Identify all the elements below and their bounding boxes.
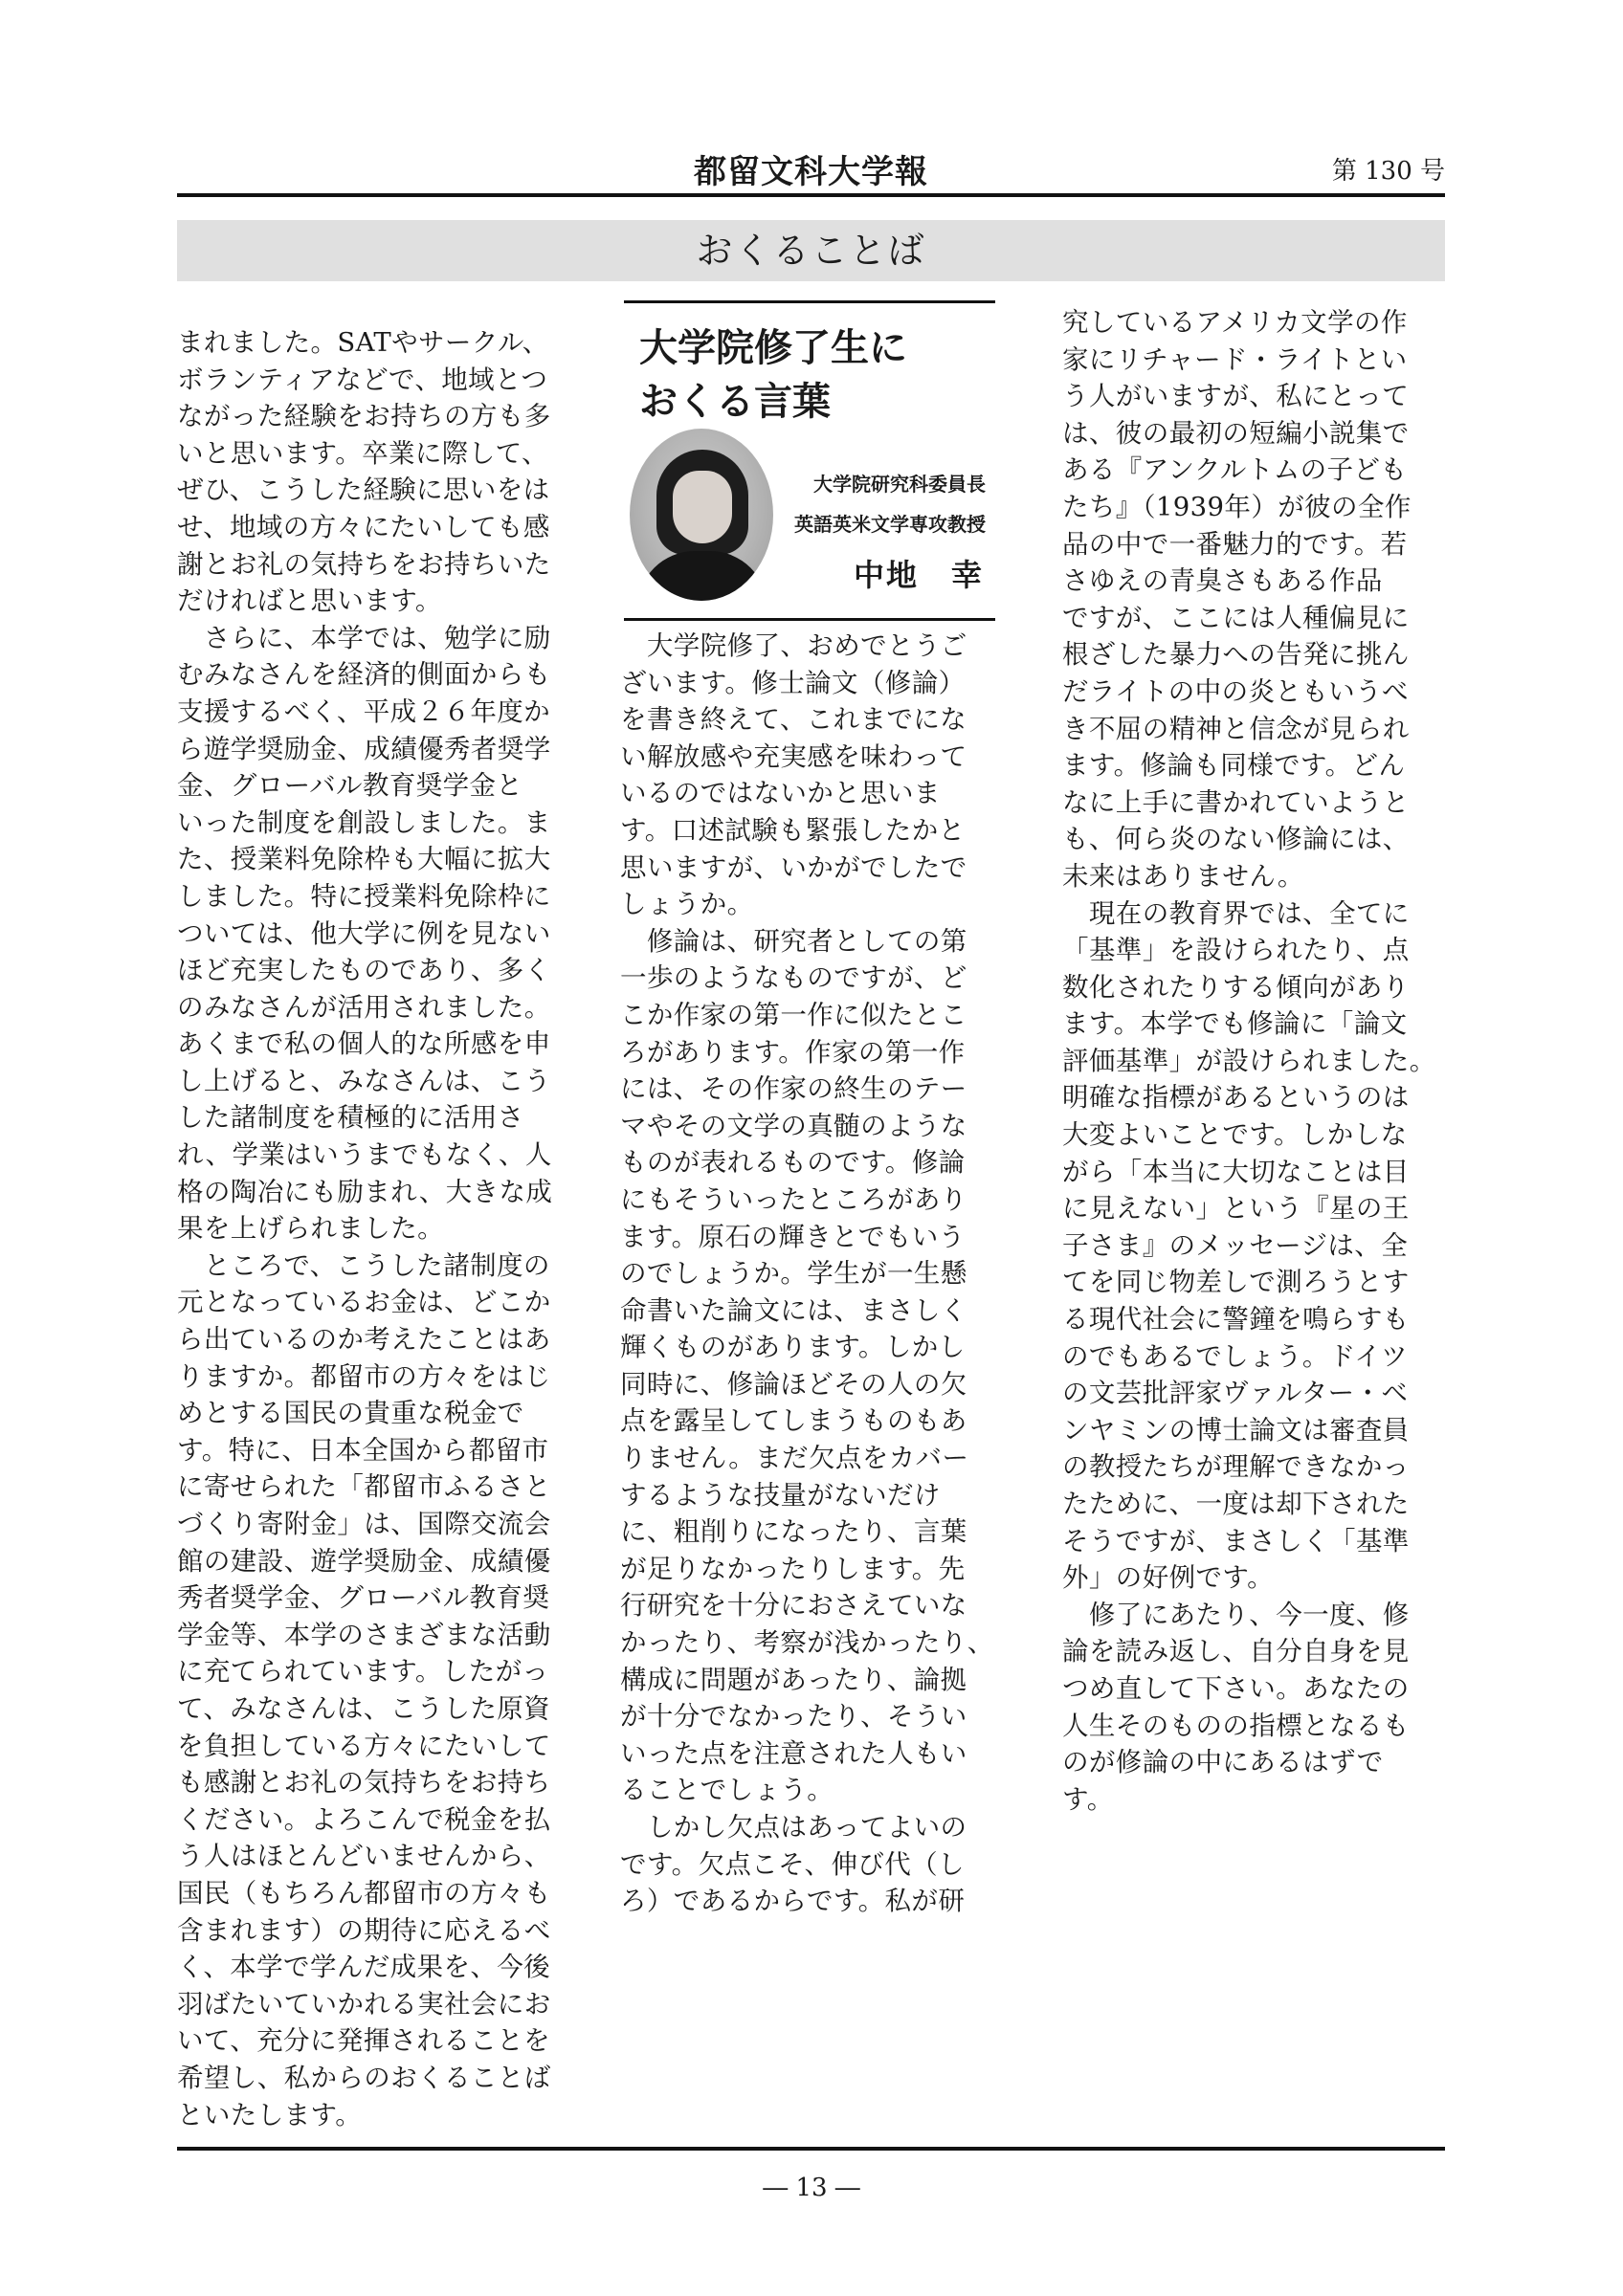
text-line: 館の建設、遊学奨励金、成績優	[177, 1545, 551, 1577]
text-line: に寄せられた「都留市ふるさと	[177, 1471, 551, 1503]
text-line: ください。よろこんで税金を払	[177, 1803, 551, 1835]
text-line: 数化されたりする傾向があり	[1062, 971, 1410, 1003]
text-line: のでもあるでしょう。ドイツ	[1062, 1340, 1409, 1372]
text-line: いった点を注意された人もい	[620, 1737, 967, 1769]
text-line: いと思います。卒業に際して、	[177, 437, 548, 469]
text-line: 金、グローバル教育奨学金と	[177, 770, 523, 802]
text-line: のが修論の中にあるはずで	[1062, 1747, 1384, 1778]
text-line: る現代社会に警鐘を鳴らすも	[1062, 1304, 1410, 1336]
text-line: てを同じ物差しで測ろうとす	[1062, 1267, 1410, 1298]
text-line: に、粗削りになったり、言葉	[620, 1516, 967, 1548]
text-line: づくり寄附金」は、国際交流会	[177, 1509, 551, 1539]
text-line: いて、充分に発揮されることを	[177, 2025, 551, 2057]
box-bottom-rule	[624, 618, 995, 621]
text-line: 品の中で一番魅力的です。若	[1062, 528, 1408, 560]
text-line: ろがあります。作家の第一作	[620, 1036, 966, 1068]
text-line: のでしょうか。学生が一生懸	[620, 1258, 967, 1290]
text-line: 格の陶冶にも励まれ、大きな成	[177, 1176, 553, 1207]
footer-rule	[177, 2147, 1445, 2151]
text-line: といたします。	[177, 2099, 363, 2130]
text-line: ある『アンクルトムの子ども	[1062, 454, 1408, 486]
text-line: 評価基準」が設けられました。	[1062, 1045, 1436, 1076]
text-line: だければと思います。	[177, 585, 442, 617]
text-line: 大学院修了、おめでとうご	[620, 630, 967, 661]
issue-number: 第 130 号	[1331, 157, 1445, 186]
text-line: です。欠点こそ、伸び代（し	[620, 1848, 965, 1880]
text-line: 人生そのものの指標となるも	[1062, 1710, 1410, 1741]
text-line: 秀者奨学金、グローバル教育奨	[177, 1582, 550, 1614]
text-line: の文芸批評家ヴァルター・ベ	[1062, 1378, 1409, 1409]
page-header	[177, 134, 1445, 197]
text-line: 子さま』のメッセージは、全	[1062, 1229, 1409, 1261]
author-portrait	[630, 429, 773, 601]
text-line: した諸制度を積極的に活用さ	[177, 1102, 524, 1134]
text-line: めとする国民の貴重な税金で	[177, 1398, 524, 1429]
text-line: ら遊学奨励金、成績優秀者奨学	[177, 733, 551, 764]
text-line: の教授たちが理解できなかっ	[1062, 1451, 1410, 1483]
text-line: ンヤミンの博士論文は審査員	[1062, 1414, 1410, 1446]
text-line: に充てられています。したがっ	[177, 1656, 549, 1688]
text-line: く、本学で学んだ成果を、今後	[177, 1952, 551, 1983]
text-line: 支援するべく、平成２６年度か	[177, 695, 551, 727]
text-line: 現在の教育界では、全てに	[1062, 897, 1410, 929]
text-line: ほど充実したものであり、多く	[177, 955, 551, 986]
text-line: ざいます。修士論文（修論）	[620, 667, 966, 698]
text-line: のみなさんが活用されました。	[177, 991, 551, 1023]
text-line: ボランティアなどで、地域とつ	[177, 364, 548, 395]
text-line: は、彼の最初の短編小説集で	[1062, 417, 1410, 449]
text-line: せ、地域の方々にたいしても感	[177, 511, 550, 542]
page-number: ― 13 ―	[763, 2174, 860, 2202]
text-line: い解放感や充実感を味わって	[620, 740, 967, 772]
text-line: 家にリチャード・ライトとい	[1062, 343, 1408, 375]
article-heading-line: 大学院修了生に	[639, 326, 907, 370]
text-line: しょうか。	[620, 889, 754, 920]
text-line: す。	[1062, 1783, 1114, 1815]
text-line: に見えない」という『星の王	[1062, 1193, 1410, 1225]
text-line: ついては、他大学に例を見ない	[177, 917, 551, 949]
text-line: ところで、こうした諸制度の	[177, 1249, 550, 1281]
text-column-left	[177, 324, 560, 2133]
text-line: しかし欠点はあってよいの	[620, 1812, 967, 1843]
text-line: そうですが、まさしく「基準	[1062, 1525, 1410, 1556]
box-top-rule	[624, 300, 995, 303]
text-line: を書き終えて、これまでにな	[620, 704, 967, 736]
text-line: いるのではないかと思いま	[620, 778, 941, 809]
text-column-right	[1062, 304, 1445, 1818]
text-line: 明確な指標があるというのは	[1062, 1082, 1410, 1114]
text-line: たために、一度は却下された	[1062, 1489, 1410, 1519]
text-line: が足りなかったりします。先	[620, 1553, 966, 1584]
text-line: し上げると、みなさんは、こう	[177, 1065, 551, 1096]
text-line: 一歩のようなものですが、ど	[620, 962, 967, 994]
section-title: おくることば	[177, 220, 1445, 281]
text-line: マやその文学の真髄のような	[620, 1110, 967, 1141]
author-role: 大学院研究科委員長	[813, 473, 986, 496]
text-line: 輝くものがあります。しかし	[620, 1332, 966, 1363]
text-line: 未来はありません。	[1062, 860, 1304, 892]
text-line: 命書いた論文には、まさしく	[620, 1294, 967, 1326]
text-line: も、何ら炎のない修論には、	[1062, 824, 1410, 855]
text-line: 果を上げられました。	[177, 1213, 444, 1245]
text-line: 謝とお礼の気持ちをお持ちいた	[177, 548, 551, 580]
text-line: 行研究を十分におさえていな	[620, 1590, 967, 1622]
text-line: りますか。都留市の方々をはじ	[177, 1360, 551, 1392]
text-line: 究しているアメリカ文学の作	[1062, 307, 1408, 338]
text-line: ぜひ、こうした経験に思いをは	[177, 475, 550, 506]
text-line: れ、学業はいうまでもなく、人	[177, 1139, 552, 1171]
text-line: ろ）であるからです。私が研	[620, 1886, 966, 1917]
text-line: しました。特に授業料免除枠に	[177, 880, 551, 912]
publication-title: 都留文科大学報	[694, 153, 928, 191]
text-line: 大変よいことです。しかしな	[1062, 1119, 1408, 1151]
text-line: う人はほとんどいませんから、	[177, 1841, 551, 1872]
text-line: するような技量がないだけ	[620, 1479, 941, 1511]
text-line: 羽ばたいていかれる実社会にお	[177, 1988, 551, 2020]
text-line: 含まれます）の期待に応えるべ	[177, 1914, 551, 1946]
article-heading	[639, 321, 907, 429]
text-line: だライトの中の炎ともいうべ	[1062, 675, 1409, 707]
text-line: 論を読み返し、自分自身を見	[1062, 1636, 1410, 1667]
text-line: むみなさんを経済的側面からも	[177, 659, 551, 691]
text-line: が十分でなかったり、そうい	[620, 1701, 967, 1733]
text-line: ることでしょう。	[620, 1775, 834, 1806]
text-line: あくまで私の個人的な所感を申	[177, 1028, 551, 1060]
text-line: ます。原石の輝きとでもいう	[620, 1221, 966, 1252]
text-line: いった制度を創設しました。ま	[177, 806, 551, 838]
text-line: す。特に、日本全国から都留市	[177, 1434, 549, 1466]
text-line: 修論は、研究者としての第	[620, 925, 967, 957]
text-line: ものが表れるものです。修論	[620, 1147, 966, 1179]
text-line: を負担している方々にたいして	[177, 1730, 551, 1761]
text-line: まれました。SATやサークル、	[177, 327, 549, 358]
text-line: りません。まだ欠点をカバー	[620, 1443, 969, 1474]
text-line: ます。本学でも修論に「論文	[1062, 1008, 1408, 1040]
text-line: こか作家の第一作に似たとこ	[620, 999, 967, 1030]
text-line: かったり、考察が浅かったり、	[620, 1627, 994, 1659]
header-rule	[177, 193, 1445, 197]
text-line: き不屈の精神と信念が見られ	[1062, 713, 1410, 744]
text-line: 国民（もちろん都留市の方々も	[177, 1877, 551, 1909]
text-line: 思いますが、いかがでしたで	[620, 851, 967, 883]
text-line: には、その作家の終生のテー	[620, 1073, 967, 1105]
text-line: にもそういったところがあり	[620, 1183, 967, 1215]
text-line: ながった経験をお持ちの方も多	[177, 401, 551, 432]
text-line: がら「本当に大切なことは目	[1062, 1156, 1410, 1187]
text-line: 修了にあたり、今一度、修	[1062, 1599, 1410, 1630]
text-line: ら出ているのか考えたことはあ	[177, 1324, 551, 1356]
text-line: つめ直して下さい。あなたの	[1062, 1672, 1410, 1704]
text-line: 同時に、修論ほどその人の欠	[620, 1368, 967, 1400]
text-line: 根ざした暴力への告発に挑ん	[1062, 639, 1410, 671]
text-line: 外」の好例です。	[1062, 1562, 1274, 1594]
text-line: たち』（1939年）が彼の全作	[1062, 491, 1412, 522]
author-name: 中地 幸	[853, 557, 984, 593]
text-line: も感謝とお礼の気持ちをお持ち	[177, 1767, 551, 1799]
text-line: ます。修論も同様です。どん	[1062, 750, 1406, 782]
text-line: う人がいますが、私にとって	[1062, 381, 1410, 412]
text-line: す。口述試験も緊張したかと	[620, 814, 966, 846]
text-line: さらに、本学では、勉学に励	[177, 622, 551, 653]
text-line: ですが、ここには人種偏見に	[1062, 602, 1410, 633]
text-line: 学金等、本学のさまざまな活動	[177, 1619, 551, 1650]
text-line: なに上手に書かれていようと	[1062, 786, 1410, 818]
text-line: 希望し、私からのおくることば	[177, 2062, 551, 2093]
text-column-middle	[620, 628, 1003, 1920]
text-line: て、みなさんは、こうした原資	[177, 1692, 551, 1724]
article-title-box	[624, 300, 995, 621]
article-heading-line: おくる言葉	[639, 380, 831, 424]
text-line: 元となっているお金は、どこか	[177, 1287, 551, 1318]
text-line: 点を露呈してしまうものもあ	[620, 1405, 967, 1437]
text-line: さゆえの青臭さもある作品	[1062, 565, 1383, 597]
text-line: た、授業料免除枠も大幅に拡大	[177, 844, 551, 875]
text-line: 「基準」を設けられたり、点	[1062, 935, 1410, 966]
author-department: 英語英米文学専攻教授	[794, 513, 986, 536]
text-line: 構成に問題があったり、論拠	[620, 1664, 967, 1695]
